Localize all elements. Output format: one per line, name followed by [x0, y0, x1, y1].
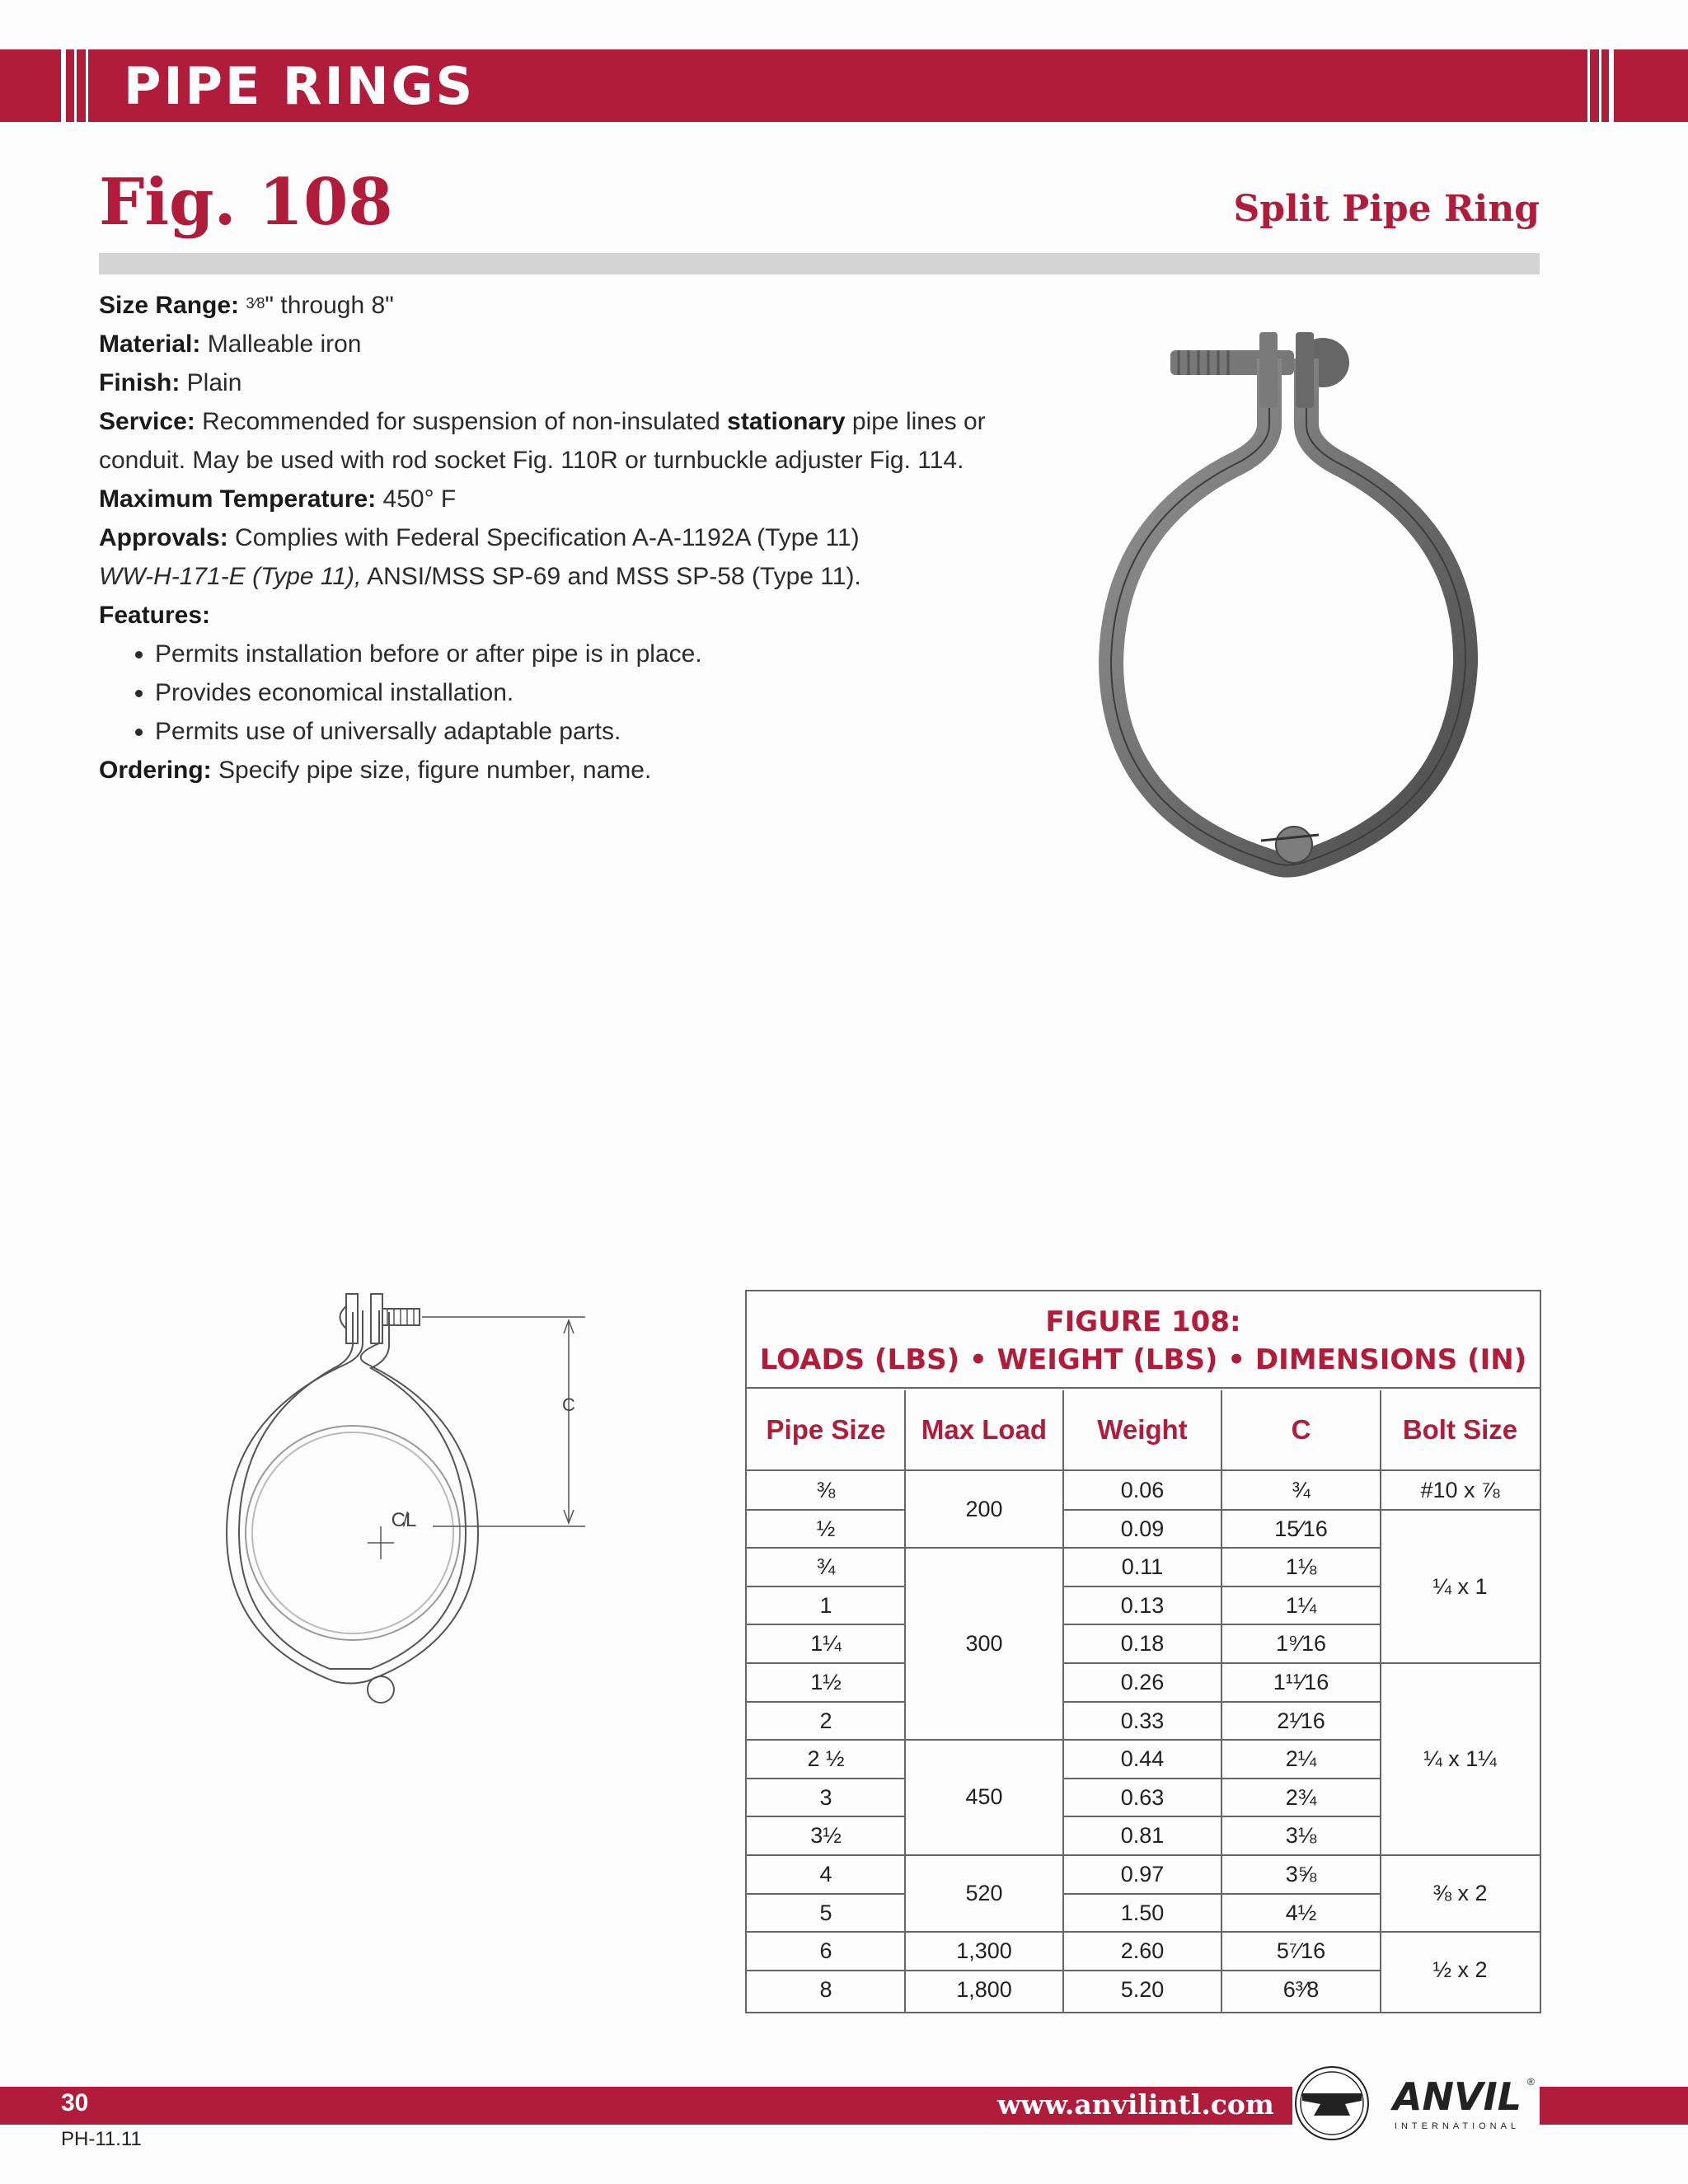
table-row-divider — [905, 1931, 1063, 1933]
weight-cell: 0.26 — [1120, 1670, 1165, 1694]
c-dimension-cell: 1⅛ — [1285, 1554, 1317, 1580]
table-row-divider — [747, 1893, 905, 1895]
c-dimension-cell: 5⁷⁄16 — [1276, 1938, 1326, 1964]
pipe-size-cell: 3½ — [810, 1823, 842, 1849]
weight-cell: 0.11 — [1121, 1554, 1164, 1580]
table-row-divider — [1063, 1854, 1381, 1856]
table-row-divider — [747, 1778, 905, 1779]
pipe-size-cell: 2 — [819, 1708, 832, 1733]
table-row-divider — [905, 1739, 1063, 1741]
pipe-size-cell: 2 ½ — [807, 1746, 845, 1772]
table-row-divider — [747, 1816, 905, 1817]
col-max-load: Max Load — [921, 1414, 1048, 1445]
weight-cell: 0.09 — [1120, 1516, 1165, 1541]
table-row-divider — [747, 1547, 905, 1549]
weight-cell: 0.06 — [1120, 1478, 1165, 1502]
table-row-divider — [1381, 1854, 1540, 1856]
weight-cell: 0.97 — [1120, 1862, 1165, 1886]
c-dimension-cell: 2¾ — [1285, 1784, 1317, 1810]
table-row-divider — [747, 1662, 905, 1664]
feature-item: • Provides economical installation. — [155, 673, 1014, 712]
table-row-divider — [1063, 1547, 1381, 1549]
col-weight: Weight — [1097, 1414, 1188, 1445]
c-dimension-cell: ¾ — [1292, 1478, 1311, 1502]
table-row-divider — [747, 1701, 905, 1703]
table-row-divider — [1063, 1624, 1381, 1625]
pipe-size-cell: 1 — [819, 1592, 832, 1618]
table-row-divider — [1381, 1931, 1540, 1933]
table-row-divider — [905, 1970, 1063, 1971]
bolt-size-cell: ¼ x 1¼ — [1423, 1746, 1497, 1771]
table-row-divider — [747, 1739, 905, 1741]
table-row-divider — [747, 1970, 905, 1971]
dimension-c-label: C — [562, 1394, 575, 1415]
table-row-divider — [1063, 1970, 1381, 1971]
table-row-divider — [1063, 1893, 1381, 1895]
table-row-divider — [747, 1931, 905, 1933]
ordering-line: Ordering: Specify pipe size, figure number, name. — [99, 757, 652, 784]
pipe-size-cell: 5 — [819, 1900, 832, 1925]
bolt-size-cell: ¼ x 1 — [1432, 1573, 1488, 1599]
svg-text:®: ® — [1527, 2076, 1535, 2088]
table-row-divider — [1063, 1586, 1381, 1587]
c-dimension-cell: 3⅛ — [1285, 1823, 1317, 1849]
features-heading: Features: — [99, 602, 211, 629]
c-dimension-cell: 1⁹⁄16 — [1275, 1631, 1327, 1657]
figure-108-table — [745, 1290, 1541, 2013]
table-row-divider — [1063, 1816, 1381, 1817]
finish-line: Finish: Plain — [99, 369, 242, 396]
bolt-size-cell: #10 x ⅞ — [1420, 1478, 1500, 1502]
col-pipe-size: Pipe Size — [766, 1414, 886, 1445]
c-dimension-cell: 15⁄16 — [1274, 1516, 1328, 1541]
max-load-cell: 450 — [965, 1784, 1003, 1810]
section-title: PIPE RINGS — [124, 56, 476, 116]
pipe-size-cell: 3 — [819, 1784, 832, 1810]
divider-rule — [99, 253, 1540, 274]
table-row-divider — [747, 1586, 905, 1587]
material-line: Material: Malleable iron — [99, 330, 362, 358]
table-row-divider — [1063, 1509, 1381, 1511]
service-line: Service: Recommended for suspension of non-insulated stationary pipe lines or conduit. May be used with rod socket Fig. 110R or turnbuckle adjuster Fig. 114. — [99, 408, 986, 474]
c-dimension-cell: 6³⁄8 — [1282, 1976, 1320, 2002]
table-row-divider — [1381, 1662, 1540, 1664]
size-range-line: Size Range: $^{3⁄8}$" through 8" — [99, 292, 394, 319]
weight-cell: 5.20 — [1120, 1976, 1165, 2002]
feature-item: • Permits use of universally adaptable parts. — [155, 712, 1014, 751]
c-dimension-cell: 1¼ — [1285, 1592, 1317, 1618]
svg-text:ANVIL: ANVIL — [1392, 2074, 1522, 2119]
feature-item: • Permits installation before or after pipe is in place. — [155, 635, 1014, 673]
bolt-size-cell: ½ x 2 — [1432, 1957, 1488, 1983]
table-header-row — [747, 1390, 1540, 1471]
centerline-label: C̸L — [391, 1509, 417, 1531]
c-dimension-cell: 2¼ — [1285, 1746, 1317, 1772]
weight-cell: 0.33 — [1120, 1708, 1165, 1733]
max-load-cell: 300 — [965, 1631, 1003, 1657]
max-load-cell: 1,800 — [956, 1976, 1012, 2002]
table-row-divider — [1063, 1778, 1381, 1779]
pipe-size-cell: ⅜ — [816, 1478, 836, 1502]
doc-code: PH-11.11 — [61, 2128, 142, 2150]
pipe-size-cell: 1¼ — [810, 1631, 842, 1657]
website-url: www.anvilintl.com — [997, 2088, 1274, 2121]
svg-text:INTERNATIONAL: INTERNATIONAL — [1394, 2121, 1521, 2131]
weight-cell: 0.13 — [1120, 1592, 1165, 1618]
approvals-line: Approvals: Complies with Federal Specification A-A-1192A (Type 11) WW-H-171-E (Type 11), ANSI/MSS SP-69 and MSS SP-58 (Type 11). — [99, 524, 861, 590]
table-row-divider — [905, 1854, 1063, 1856]
page-number: 30 — [61, 2089, 89, 2116]
c-dimension-cell: 4½ — [1285, 1900, 1317, 1925]
split-pipe-ring-photo — [1063, 317, 1550, 919]
dimension-drawing — [206, 1269, 602, 1731]
c-dimension-cell: 1¹¹⁄16 — [1273, 1670, 1329, 1694]
pipe-size-cell: ¾ — [816, 1554, 836, 1580]
table-row-divider — [1063, 1739, 1381, 1741]
max-load-cell: 200 — [965, 1497, 1003, 1521]
weight-cell: 2.60 — [1120, 1938, 1165, 1964]
weight-cell: 0.63 — [1120, 1784, 1165, 1810]
table-row-divider — [905, 1547, 1063, 1549]
c-dimension-cell: 3⅝ — [1285, 1862, 1317, 1886]
weight-cell: 1.50 — [1120, 1900, 1165, 1925]
table-row-divider — [1063, 1701, 1381, 1703]
pipe-size-cell: 6 — [819, 1938, 832, 1964]
figure-subtitle: Split Pipe Ring — [1233, 188, 1540, 230]
section-header-bar — [0, 49, 1688, 122]
col-c: C — [1291, 1414, 1311, 1445]
c-dimension-cell: 2¹⁄16 — [1277, 1708, 1325, 1733]
col-bolt-size: Bolt Size — [1402, 1414, 1518, 1445]
features-list — [99, 635, 1014, 751]
pipe-size-cell: ½ — [816, 1516, 836, 1541]
table-row-divider — [1381, 1509, 1540, 1511]
specifications-block — [99, 284, 1014, 790]
table-row-divider — [1063, 1931, 1381, 1933]
max-load-cell: 1,300 — [956, 1938, 1012, 1964]
table-row-divider — [747, 1854, 905, 1856]
table-title: FIGURE 108: LOADS (LBS) • WEIGHT (LBS) • DIMENSIONS (IN) — [747, 1291, 1540, 1389]
bolt-size-cell: ⅜ x 2 — [1432, 1881, 1488, 1905]
pipe-size-cell: 1½ — [810, 1670, 842, 1694]
anvil-logo — [1292, 2064, 1540, 2143]
pipe-size-cell: 4 — [819, 1862, 832, 1886]
weight-cell: 0.81 — [1120, 1823, 1165, 1849]
pipe-size-cell: 8 — [819, 1976, 832, 2002]
max-temperature-line: Maximum Temperature: 450° F — [99, 485, 457, 513]
weight-cell: 0.44 — [1120, 1746, 1165, 1772]
figure-title: Fig. 108 — [99, 165, 393, 240]
table-row-divider — [747, 1509, 905, 1511]
table-row-divider — [747, 1624, 905, 1625]
max-load-cell: 520 — [965, 1881, 1003, 1905]
weight-cell: 0.18 — [1120, 1631, 1165, 1657]
table-row-divider — [1063, 1662, 1381, 1664]
